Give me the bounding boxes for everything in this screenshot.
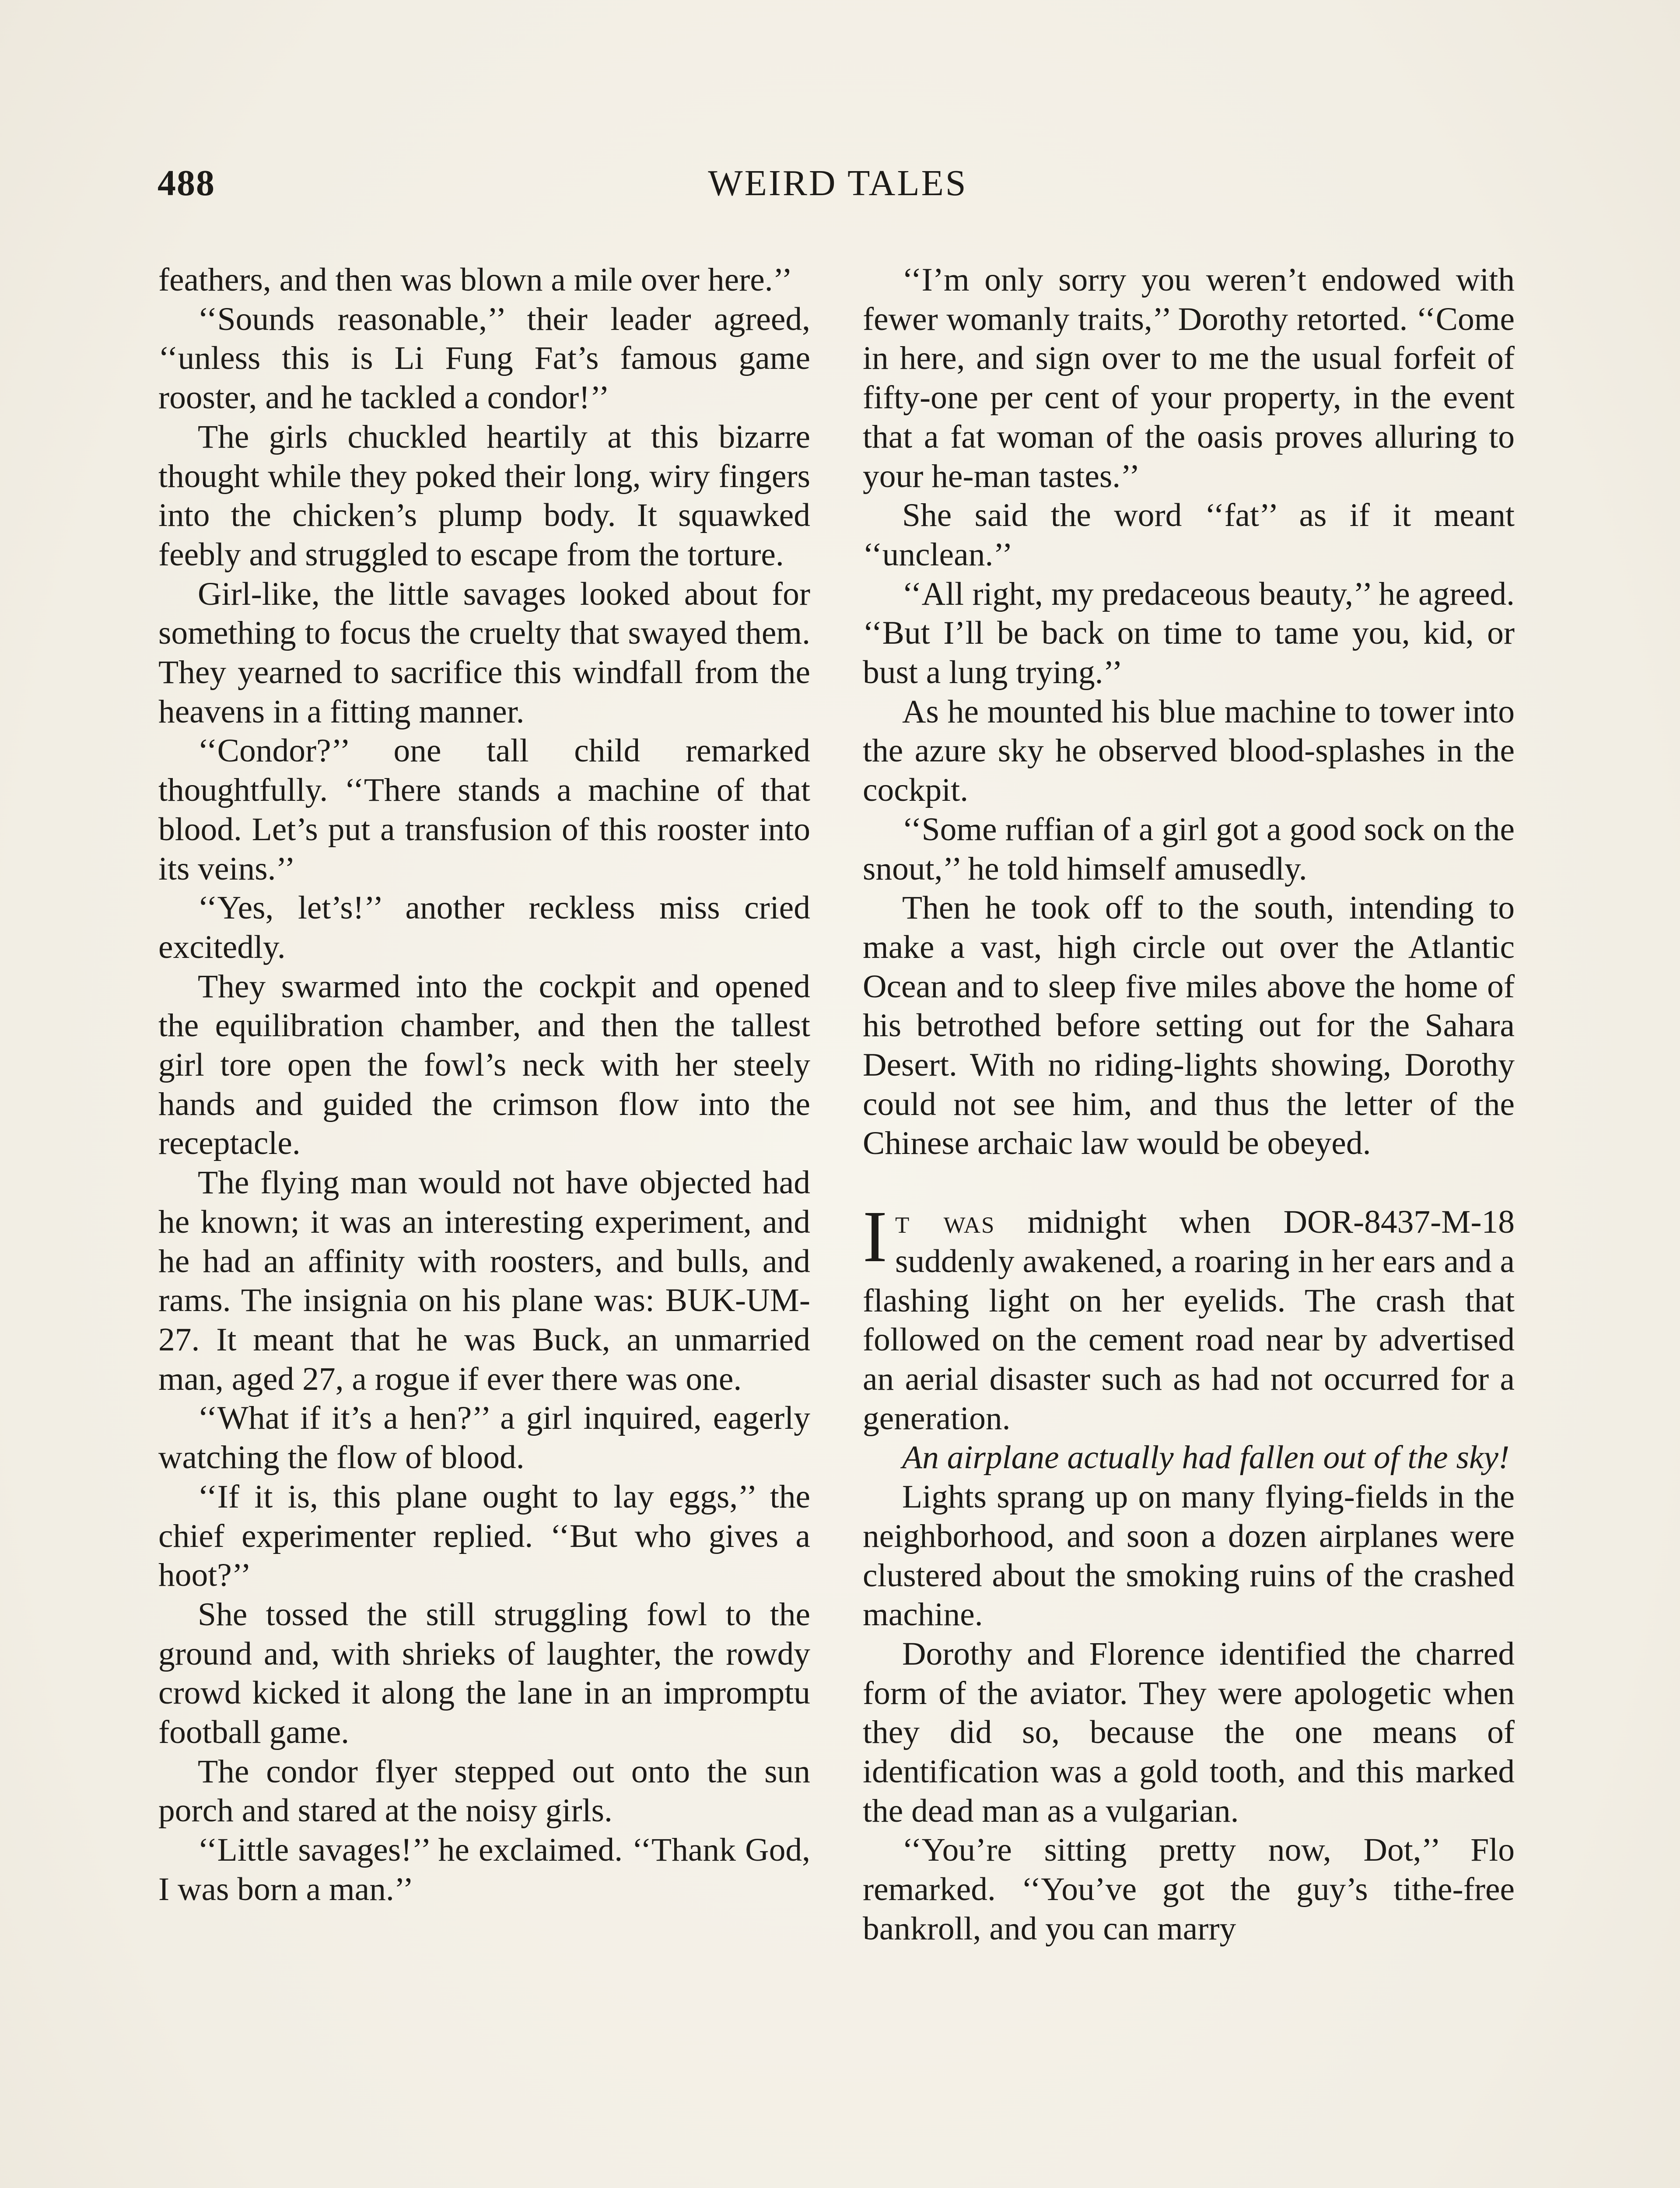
left-column	[158, 260, 810, 1909]
paragraph: ‘‘All right, my predaceous beauty,’’ he agreed. ‘‘But I’ll be back on time to tame you, kid, or bust a lung trying.’’	[863, 575, 1515, 691]
small-caps-lead: t was	[895, 1204, 995, 1241]
section-opening-paragraph	[863, 1196, 1515, 1438]
paragraph: feathers, and then was blown a mile over here.’’	[158, 262, 793, 298]
paragraph: ‘‘Little savages!’’ he exclaimed. ‘‘Thank God, I was born a man.’’	[158, 1832, 810, 1907]
paragraph: The condor flyer stepped out onto the sun porch and stared at the noisy girls.	[158, 1753, 810, 1829]
paragraph: Lights sprang up on many flying-fields in the neighborhood, and soon a dozen airplanes were clustered about the smoking ruins of the crashed machine.	[863, 1479, 1515, 1633]
right-column	[863, 260, 1515, 1949]
paragraph: Girl-like, the little savages looked about for something to focus the cruelty that swayed them. They yearned to sacrifice this windfall from the heavens in a fitting manner.	[158, 575, 810, 730]
paragraph: ‘‘What if it’s a hen?’’ a girl inquired, eagerly watching the flow of blood.	[158, 1400, 810, 1476]
paragraph: They swarmed into the cockpit and opened the equilibration chamber, and then the tallest girl tore open the fowl’s neck with her steely hands and guided the crimson flow into the receptacle.	[158, 968, 810, 1162]
paragraph: ‘‘Yes, let’s!’’ another reckless miss cried excitedly.	[158, 890, 810, 965]
paragraph: She tossed the still struggling fowl to the ground and, with shrieks of laughter, the rowdy crowd kicked it along the lane in an impromptu football game.	[158, 1596, 810, 1751]
paragraph: ‘‘You’re sitting pretty now, Dot,’’ Flo remarked. ‘‘You’ve got the guy’s tithe-free bankroll, and you can marry	[863, 1832, 1515, 1947]
drop-cap: I	[863, 1196, 887, 1278]
italic-paragraph: An airplane actually had fallen out of the sky!	[902, 1439, 1510, 1476]
paragraph: ‘‘Sounds reasonable,’’ their leader agreed, ‘‘unless this is Li Fung Fat’s famous game rooster, and he tackled a condor!’’	[158, 301, 810, 416]
section-opening-text: midnight when DOR-8437-M-18 suddenly awakened, a roaring in her ears and a flashing light on her eyelids. The crash that followed on the cement road near by advertised an aerial disaster such as had not occurred for a generation.	[863, 1204, 1515, 1437]
paragraph: As he mounted his blue machine to tower into the azure sky he observed blood-splashes in the cockpit.	[863, 693, 1515, 809]
running-title: WEIRD TALES	[708, 163, 968, 203]
paragraph: Then he took off to the south, intending to make a vast, high circle out over the Atlantic Ocean and to sleep five miles above the home of his betrothed before setting out for the Sahara Desert. With no riding-lights showing, Dorothy could not see him, and thus the letter of the Chinese archaic law would be obeyed.	[863, 890, 1515, 1162]
paragraph: Dorothy and Florence identified the charred form of the aviator. They were apologetic when they did so, because the one means of identification was a gold tooth, and this marked the dead man as a vulgarian.	[863, 1635, 1515, 1829]
paragraph: ‘‘Some ruffian of a girl got a good sock on the snout,’’ he told himself amusedly.	[863, 811, 1515, 887]
page-number: 488	[158, 163, 215, 203]
page-header	[158, 162, 1518, 210]
paragraph: ‘‘Condor?’’ one tall child remarked thoughtfully. ‘‘There stands a machine of that blood. Let’s put a transfusion of this rooster into its veins.’’	[158, 733, 810, 887]
paragraph: ‘‘If it is, this plane ought to lay eggs,’’ the chief experimenter replied. ‘‘But who gives a hoot?’’	[158, 1478, 810, 1594]
paragraph: The girls chuckled heartily at this bizarre thought while they poked their long, wiry fingers into the chicken’s plump body. It squawked feebly and struggled to escape from the torture.	[158, 418, 810, 573]
paragraph: She said the word ‘‘fat’’ as if it meant ‘‘unclean.’’	[863, 497, 1515, 573]
paragraph: ‘‘I’m only sorry you weren’t endowed with fewer womanly traits,’’ Dorothy retorted. ‘‘Come in here, and sign over to me the usual forfeit of fifty-one per cent of your property, in the event that a fat woman of the oasis proves alluring to your he-man tastes.’’	[863, 262, 1515, 494]
paragraph: The flying man would not have objected had he known; it was an interesting experiment, and he had an affinity with roosters, and bulls, and rams. The insignia on his plane was: BUK-UM-27. It meant that he was Buck, an unmarried man, aged 27, a rogue if ever there was one.	[158, 1164, 810, 1397]
